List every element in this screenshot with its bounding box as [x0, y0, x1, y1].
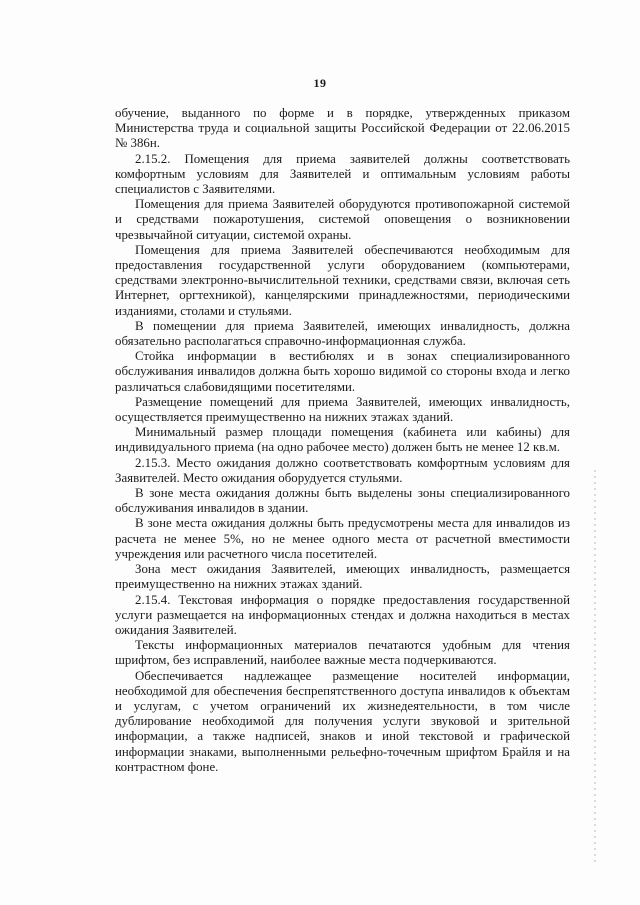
paragraph: Минимальный размер площади помещения (кабинета или кабины) для индивидуального приема (на одно рабочее место) должен быть не менее 12 кв.м.	[115, 425, 570, 455]
paragraph: Размещение помещений для приема Заявителей, имеющих инвалидность, осуществляется преимущественно на нижних этажах зданий.	[115, 394, 570, 425]
scan-edge-artifact	[594, 470, 596, 865]
paragraph: Стойка информации в вестибюлях и в зонах специализированного обслуживания инвалидов должна быть хорошо видимой со стороны входа и легко различаться слабовидящими посетителями.	[115, 349, 570, 394]
document-body	[115, 106, 570, 775]
paragraph: Помещения для приема Заявителей обеспечиваются необходимым для предоставления государственной услуги оборудованием (компьютерами, средствами электронно-вычислительной техники, средствами связи, включая сеть Интернет, оргтехникой), канцелярскими принадлежностями, периодическими изданиями, столами и стульями.	[115, 242, 570, 318]
paragraph: обучение, выданного по форме и в порядке, утвержденных приказом Министерства труда и социальной защиты Российской Федерации от 22.06.2015 № 386н.	[115, 106, 570, 151]
paragraph: 2.15.3. Место ожидания должно соответствовать комфортным условиям для Заявителей. Место ожидания оборудуется стульями.	[115, 455, 570, 485]
paragraph: Помещения для приема Заявителей оборудуются противопожарной системой и средствами пожаротушения, системой оповещения о возникновении чрезвычайной ситуации, системой охраны.	[115, 197, 570, 242]
paragraph: В зоне места ожидания должны быть предусмотрены места для инвалидов из расчета не менее 5%, но не менее одного места от расчетной вместимости учреждения или расчетного числа посетителей.	[115, 516, 570, 561]
page-number: 19	[313, 76, 327, 90]
paragraph: Зона мест ожидания Заявителей, имеющих инвалидность, размещается преимущественно на нижних этажах зданий.	[115, 562, 570, 592]
paragraph: 2.15.4. Текстовая информация о порядке предоставления государственной услуги размещается на информационных стендах и должна находиться в местах ожидания Заявителей.	[115, 592, 570, 637]
paragraph: Тексты информационных материалов печатаются удобным для чтения шрифтом, без исправлений, наиболее важные места подчеркиваются.	[115, 638, 570, 668]
paragraph: В зоне места ожидания должны быть выделены зоны специализированного обслуживания инвалидов в здании.	[115, 486, 570, 516]
paragraph: Обеспечивается надлежащее размещение носителей информации, необходимой для обеспечения беспрепятственного доступа инвалидов к объектам и услугам, с учетом ограничений их жизнедеятельности, в том числе дублирование необходимой для получения услуги звуковой и зрительной информации, а также надписей, знаков и иной текстовой и графической информации знаками, выполненными рельефно-точечным шрифтом Брайля и на контрастном фоне.	[115, 668, 570, 774]
paragraph: В помещении для приема Заявителей, имеющих инвалидность, должна обязательно располагаться справочно-информационная служба.	[115, 318, 570, 349]
paragraph: 2.15.2. Помещения для приема заявителей должны соответствовать комфортным условиям для Заявителей и оптимальным условиям работы специалистов с Заявителями.	[115, 151, 570, 197]
